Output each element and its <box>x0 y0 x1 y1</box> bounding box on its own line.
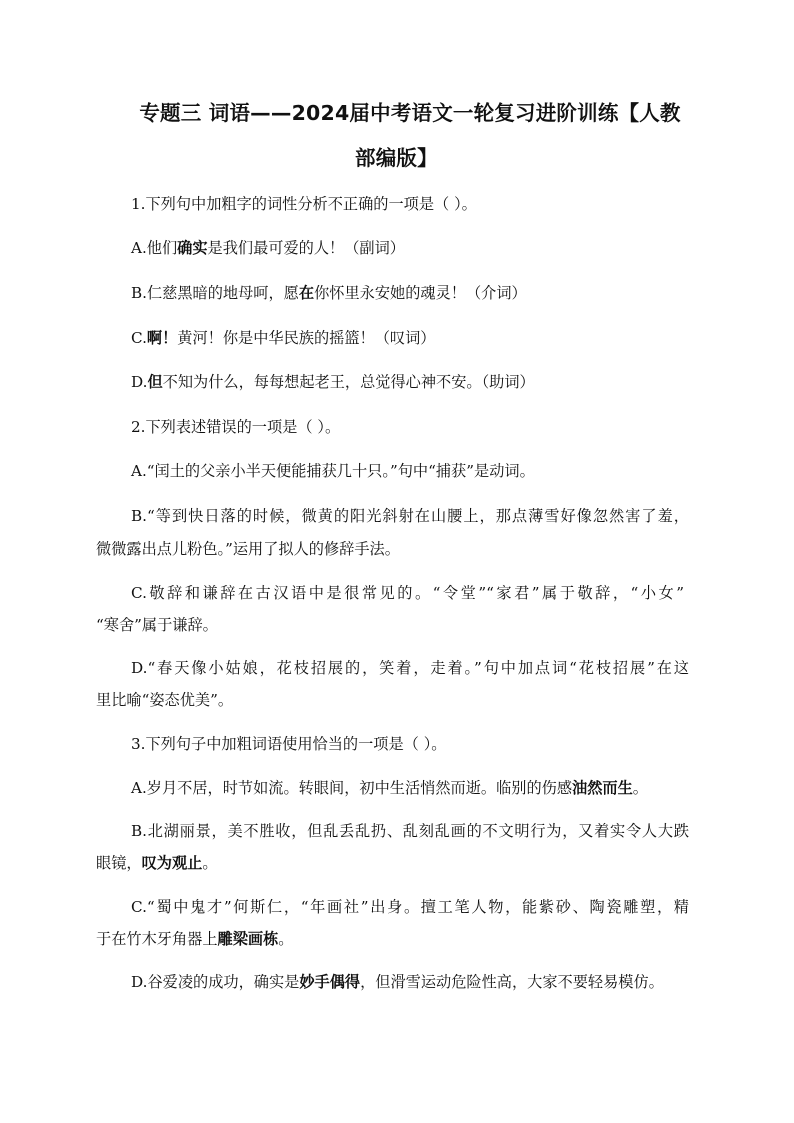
q1-b-post: 你怀里永安她的魂灵！（介词） <box>314 284 527 302</box>
q1-a-pre: A.他们 <box>131 239 178 257</box>
q1-d-pre: D. <box>131 373 148 391</box>
document-title-line1: 专题三 词语——2024届中考语文一轮复习进阶训练【人教 <box>139 101 681 125</box>
q2-option-c-line2: “寒舍”属于谦辞。 <box>96 616 218 634</box>
q2-option-b-line2: 微微露出点儿粉色。”运用了拟人的修辞手法。 <box>96 540 400 558</box>
q2-option-b-line1: B.“等到快日落的时候，微黄的阳光斜射在山腰上，那点薄雪好像忽然害了羞， <box>131 507 689 525</box>
q2-option-c-line1: C.敬辞和谦辞在古汉语中是很常见的。“令堂”“家君”属于敬辞，“小女” <box>131 584 684 602</box>
q1-a-post: 是我们最可爱的人！（副词） <box>207 239 405 257</box>
q3-d-bold: 妙手偶得 <box>299 973 361 991</box>
q3-b2-post: 。 <box>202 854 218 872</box>
q1-b-bold: 在 <box>298 284 315 302</box>
q3-a-pre: A.岁月不居，时节如流。转眼间，初中生活悄然而逝。临别的伤感 <box>131 779 573 797</box>
q2-option-d-line2: 里比喻“姿态优美”。 <box>96 691 234 709</box>
q3-option-c-line1: C.“蜀中鬼才”何斯仁，“年画社”出身。擅工笔人物，能紫砂、陶瓷雕塑，精 <box>131 898 689 916</box>
q1-d-post: 不知为什么，每每想起老王，总觉得心神不安。（助词） <box>162 373 535 391</box>
q1-b-pre: B.仁慈黑暗的地母呵，愿 <box>131 284 299 302</box>
q1-option-c <box>131 328 435 348</box>
q3-c2-post: 。 <box>278 930 294 948</box>
q1-c-pre: C. <box>131 329 147 347</box>
q3-d-post: ，但滑雪运动危险性高，大家不要轻易模仿。 <box>360 973 664 991</box>
q3-stem: 3.下列句子中加粗词语使用恰当的一项是（ ）。 <box>131 735 447 753</box>
q1-option-d <box>131 372 535 392</box>
q1-c-post: 黄河！你是中华民族的摇篮！（叹词） <box>177 329 436 347</box>
q3-c2-pre: 于在竹木牙角器上 <box>96 930 218 948</box>
q1-a-bold: 确实 <box>177 239 208 257</box>
q3-d-pre: D.谷爱凌的成功，确实是 <box>131 973 300 991</box>
q1-option-b <box>131 283 527 303</box>
q2-stem: 2.下列表述错误的一项是（ ）。 <box>131 418 341 436</box>
q3-option-b-line2 <box>96 853 218 873</box>
q3-option-c-line2 <box>96 929 293 949</box>
q3-a-bold: 油然而生 <box>572 779 633 797</box>
q1-option-a <box>131 238 405 258</box>
q3-b2-pre: 眼镜， <box>96 854 142 872</box>
document-title-line2: 部编版】 <box>355 146 438 170</box>
q1-c-bold: 啊！ <box>146 329 178 347</box>
q3-c2-bold: 雕梁画栋 <box>217 930 279 948</box>
q3-option-b-line1: B.北湖丽景，美不胜收，但乱丢乱扔、乱刻乱画的不文明行为，又着实令人大跌 <box>131 822 689 840</box>
q2-option-d-line1: D.“春天像小姑娘，花枝招展的，笑着，走着。”句中加点词“花枝招展”在这 <box>131 659 689 677</box>
q3-option-a <box>131 778 648 798</box>
q1-d-bold: 但 <box>147 373 163 391</box>
q2-option-a: A.“闰土的父亲小半天便能捕获几十只。”句中“捕获”是动词。 <box>131 462 535 480</box>
q3-b2-bold: 叹为观止 <box>141 854 203 872</box>
q3-a-post: 。 <box>632 779 648 797</box>
q3-option-d <box>131 972 664 992</box>
q1-stem: 1.下列句中加粗字的词性分析不正确的一项是（ ）。 <box>131 195 477 213</box>
